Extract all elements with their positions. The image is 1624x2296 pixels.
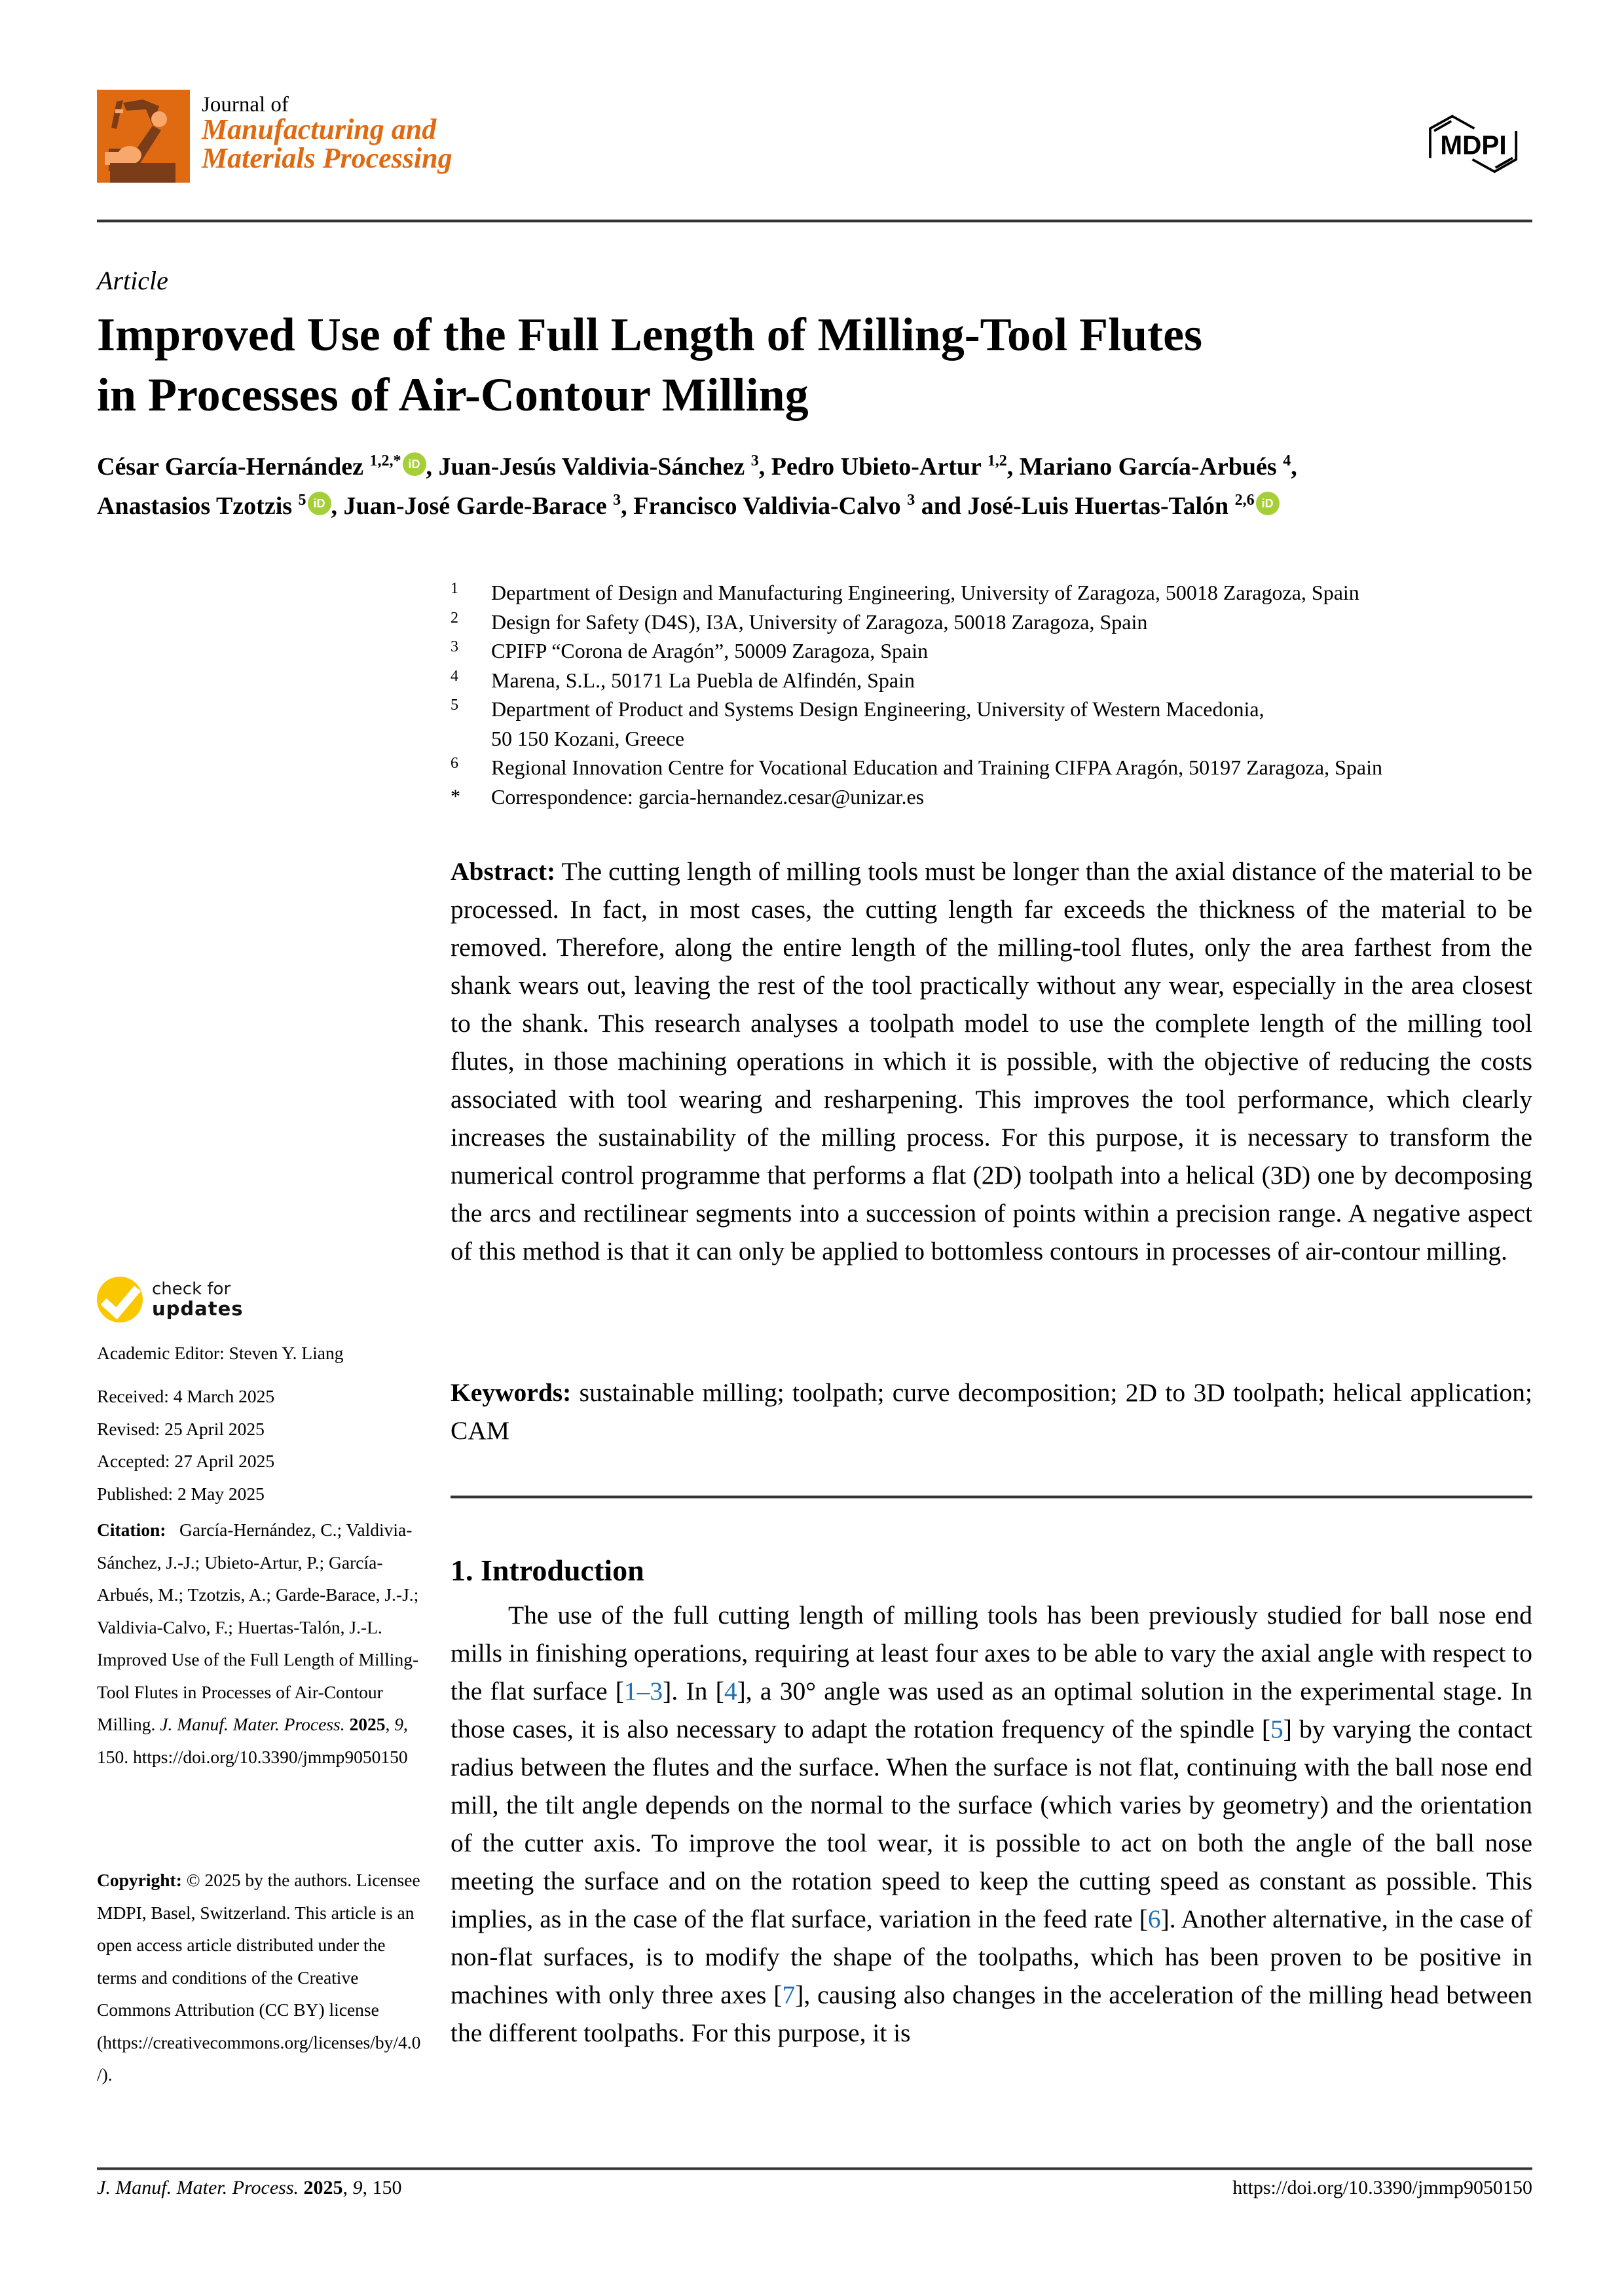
- citation: Citation: García-Hernández, C.; Valdivia-Sánchez, J.-J.; Ubieto-Artur, P.; García-Arbués, M.; Tzotzis, A.; Garde-Barace, J.-J.; Valdivia-Calvo, F.; Huertas-Talón, J.-L. Improved Use of the Full Length of Milling-Tool Flutes in Processes of Air-Contour Milling. J. Manuf. Mater. Process. 2025, 9, 150. https://doi.org/10.3390/jmmp9050150: [97, 1520, 419, 1767]
- article-type: Article: [97, 266, 168, 295]
- robot-arm-icon: [97, 90, 190, 183]
- affiliation: 1 Department of Design and Manufacturing Engineering, University of Zaragoza, 50018 Zaragoza, Spain: [451, 580, 1359, 604]
- author[interactable]: Juan-José Garde-Barace $^3$: [343, 492, 621, 520]
- article-title: Improved Use of the Full Length of Milling-Tool Flutes in Processes of Air-Contour Milling: [97, 308, 1203, 421]
- author-list: César García-Hernández $^{1,2,*}$ iD , Juan-Jesús Valdivia-Sánchez $^3$, Pedro Ubieto-Artur $^{1,2}$, Mariano García-Arbués $^4$, Anastasios Tzotzis $^5$ iD , Juan-José Garde-Barace $^3$, Francisco Valdivia-Calvo $^3$ and José-Luis Huertas-Talón $^{2,6}$ iD: [97, 452, 1297, 520]
- check-for-updates-button[interactable]: check for updates: [97, 1277, 244, 1322]
- affiliation: 4 Marena, S.L., 50171 La Puebla de Alfindén, Spain: [451, 667, 915, 692]
- orcid-icon[interactable]: iD: [403, 452, 426, 476]
- section-separator: [451, 1495, 1532, 1499]
- correspondence[interactable]: * Correspondence: garcia-hernandez.cesar@unizar.es: [451, 784, 925, 809]
- orcid-icon[interactable]: iD: [308, 492, 331, 515]
- footer-rule: [97, 2167, 1532, 2170]
- reference-link[interactable]: 1–3: [623, 1677, 663, 1705]
- citation-doi-link[interactable]: https://doi.org/10.3390/jmmp9050150: [133, 1746, 408, 1767]
- reference-link[interactable]: 7: [782, 1980, 796, 2009]
- affiliation: 5 Department of Product and Systems Design Engineering, University of Western Macedonia,: [451, 697, 1264, 721]
- affiliation: 3 CPIFP “Corona de Aragón”, 50009 Zaragoza, Spain: [451, 638, 929, 663]
- author[interactable]: Anastasios Tzotzis $^5$: [97, 492, 306, 520]
- abstract: Abstract: The cutting length of milling tools must be longer than the axial distance of the material to be processed. In fact, in most cases, the cutting length far exceeds the thickness of the material to be removed. Therefore, along the entire length of the milling-tool flutes, only the area farthest from the shank wears out, leaving the rest of the tool practically without any wear, especially in the area closest to the shank. This research analyses a toolpath model to use the complete length of the milling tool flutes, in those machining operations in which it is possible, with the objective of reducing the costs associated with tool wearing and resharpening. This improves the tool performance, which clearly increases the sustainability of the milling process. For this purpose, it is necessary to transform the numerical control programme that performs a flat (2D) toolpath into a helical (3D) one by decomposing the arcs and rectilinear segments into a succession of points within a precision range. A negative aspect of this method is that it can only be applied to bottomless contours in processes of air-contour milling.: [451, 857, 1532, 1266]
- header-rule: [97, 219, 1532, 223]
- introduction-paragraph: The use of the full cutting length of milling tools has been previously studied for ball nose end mills in finishing operations, requiring at least four axes to be able to vary the axial angle with respect to the flat surface [1–3]. In [4], a 30° angle was used as an optimal solution in the experimental stage. In those cases, it is also necessary to adapt the rotation frequency of the spindle [5] by varying the contact radius between the flutes and the surface. When the surface is not flat, continuing with the ball nose end mill, the tilt angle depends on the normal to the surface (which varies by geometry) and the orientation of the cutter axis. To improve the tool wear, it is possible to act on both the angle of the ball nose meeting the surface and on the rotation speed to keep the cutting speed as constant as possible. This implies, as in the case of the flat surface, variation in the feed rate [6]. Another alternative, in the case of non-flat surfaces, is to modify the shape of the toolpaths, which has been proven to be positive in machines with only three axes [7], causing also changes in the acceleration of the milling head between the different toolpaths. For this purpose, it is: [451, 1601, 1532, 2047]
- author[interactable]: Francisco Valdivia-Calvo $^3$: [633, 492, 915, 520]
- academic-editor: Academic Editor: Steven Y. Liang: [97, 1343, 344, 1363]
- journal-prefix: Journal of: [202, 93, 289, 117]
- svg-text:MDPI: MDPI: [1440, 130, 1507, 160]
- author[interactable]: Mariano García-Arbués $^4$: [1019, 452, 1291, 481]
- reference-link[interactable]: 6: [1147, 1904, 1161, 1933]
- affiliations: [445, 578, 1532, 811]
- author[interactable]: Pedro Ubieto-Artur $^{1,2}$: [771, 452, 1007, 481]
- publication-dates: Received: 4 March 2025 Revised: 25 April 2025 Accepted: 27 April 2025 Published: 2 May 2025: [97, 1386, 275, 1504]
- affiliation: 6 Regional Innovation Centre for Vocational Education and Training CIFPA Aragón, 50197 Zaragoza, Spain: [451, 755, 1382, 779]
- mdpi-logo: [1405, 105, 1532, 187]
- footer-citation: J. Manuf. Mater. Process. 2025, 9, 150: [97, 2177, 402, 2198]
- author[interactable]: Juan-Jesús Valdivia-Sánchez $^3$: [438, 452, 759, 481]
- checkmark-icon: [97, 1277, 143, 1322]
- reference-link[interactable]: 5: [1270, 1715, 1283, 1743]
- footer-doi-link[interactable]: https://doi.org/10.3390/jmmp9050150: [1232, 2177, 1532, 2198]
- orcid-icon[interactable]: iD: [1256, 492, 1280, 515]
- journal-logo: [97, 90, 190, 183]
- copyright: Copyright: © 2025 by the authors. Licensee MDPI, Basel, Switzerland. This article is an open access article distributed under the terms and conditions of the Creative Commons Attribution (CC BY) license (https://creativecommons.org/licenses/by/4.0/).: [97, 1870, 421, 2085]
- journal-name: Manufacturing and Materials Processing: [202, 113, 452, 174]
- reference-link[interactable]: 4: [724, 1677, 737, 1705]
- keywords: Keywords: sustainable milling; toolpath; curve decomposition; 2D to 3D toolpath; helical application; CAM: [451, 1378, 1532, 1445]
- section-heading-introduction: 1. Introduction: [451, 1554, 644, 1587]
- author[interactable]: César García-Hernández $^{1,2,*}$: [97, 452, 401, 481]
- author[interactable]: José-Luis Huertas-Talón $^{2,6}$: [967, 492, 1255, 520]
- affiliation: 2 Design for Safety (D4S), I3A, University of Zaragoza, 50018 Zaragoza, Spain: [451, 609, 1148, 634]
- affiliation-continued: 50 150 Kozani, Greece: [491, 726, 684, 750]
